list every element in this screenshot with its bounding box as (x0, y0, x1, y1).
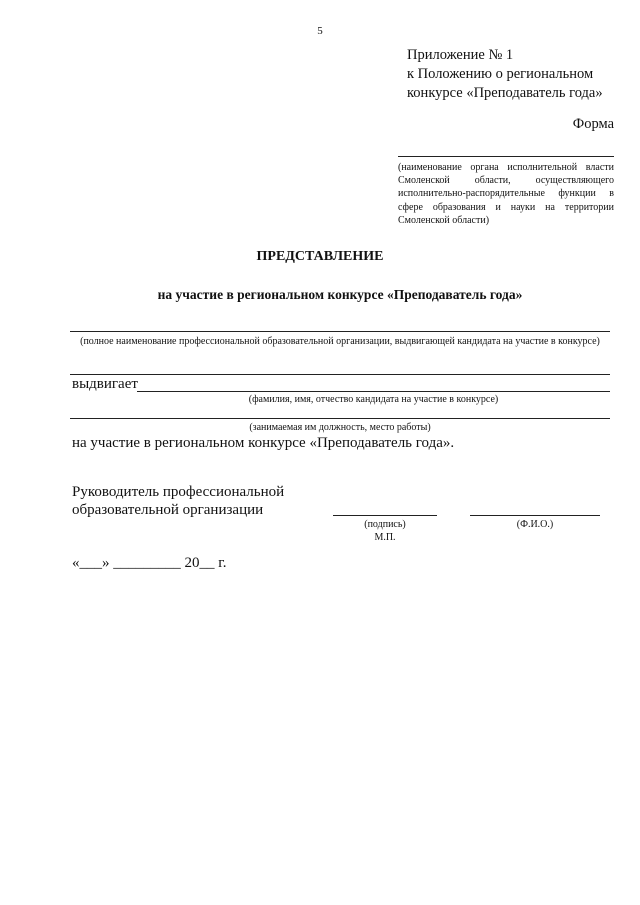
candidate-name-line (137, 391, 610, 392)
full-name-line (470, 515, 600, 516)
position-caption: (занимаемая им должность, место работы) (249, 422, 431, 433)
nominates-label: выдвигает (72, 376, 138, 392)
position-field-line (70, 418, 610, 419)
appendix-title: Приложение № 1 (407, 47, 514, 63)
form-label: Форма (572, 116, 614, 132)
date-line: «___» _________ 20__ г. (72, 555, 227, 571)
appendix-contest-name: конкурсе «Преподаватель года» (407, 85, 603, 101)
signature-line (333, 515, 437, 516)
document-title: ПРЕДСТАВЛЕНИЕ (256, 249, 384, 264)
document-subtitle: на участие в региональном конкурсе «Преподаватель года» (157, 287, 523, 302)
organization-field-line (70, 331, 610, 332)
addressee-caption: (наименование органа исполнительной власти Смоленской области, осуществляющего исполнительно-распорядительные функции в сфере образования и науки на территории Смоленской области) (398, 162, 614, 226)
full-name-caption: (Ф.И.О.) (516, 519, 554, 530)
head-title-line1: Руководитель профессиональной (72, 484, 285, 500)
signature-caption: (подпись) (364, 519, 406, 530)
candidate-name-caption: (фамилия, имя, отчество кандидата на участие в конкурсе) (248, 394, 499, 405)
participation-text: на участие в региональном конкурсе «Преподаватель года». (72, 435, 455, 451)
page-number: 5 (317, 25, 323, 37)
appendix-reference: к Положению о региональном (407, 66, 594, 82)
addressee-field-line (398, 156, 614, 157)
organization-caption: (полное наименование профессиональной образовательной организации, выдвигающей кандидата на участие в конкурсе) (80, 336, 600, 347)
stamp-caption: М.П. (374, 532, 396, 543)
head-title-line2: образовательной организации (72, 502, 264, 518)
organization-field-line-2 (70, 374, 610, 375)
